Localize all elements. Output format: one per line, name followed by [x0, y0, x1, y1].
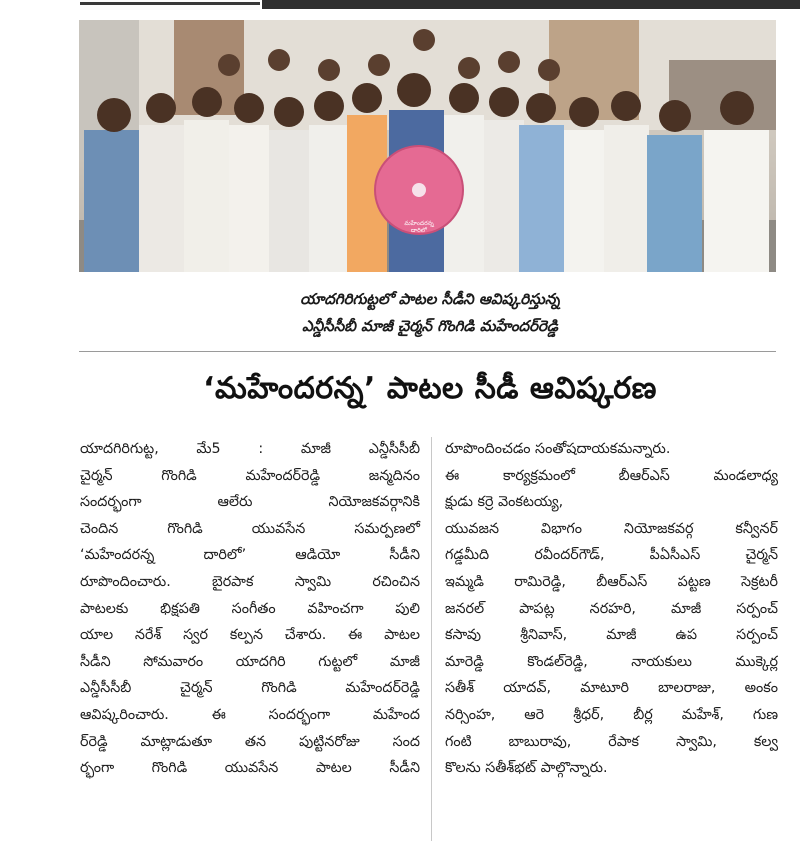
body-line: రూపొందించడం సంతోషదాయకమన్నారు.: [445, 441, 671, 457]
group-photo-illustration: [79, 20, 776, 272]
body-line: చైర్మన్ గొంగిడి మహేందర్‌రెడ్డి జన్మదినం: [80, 467, 420, 484]
body-line: నర్సింహ, ఆరె శ్రీధర్, బీర్ల మహేశ్, గుణ: [445, 706, 778, 723]
body-line: ‘మహేందరన్న దారిలో’ ఆడియో సీడీని: [80, 547, 420, 564]
body-line: గడ్డమీది రవీందర్‌గౌడ్, పీఏసీఎస్ చైర్మన్: [445, 547, 778, 564]
body-line: జనరల్ పాపట్ల నరహరి, మాజీ సర్పంచ్: [445, 600, 778, 617]
body-line: ఎన్డీసీసీబీ చైర్మన్ గొంగిడి మహేందర్‌రెడ్డి: [80, 680, 420, 697]
body-line: యాదగిరిగుట్ట, మే5 : మాజీ ఎన్డీసీసీబీ: [80, 441, 420, 457]
cd-title-2: దారిలో: [411, 227, 427, 234]
photo-caption: [150, 286, 710, 340]
top-rule-thin: [80, 2, 260, 5]
news-photo: [79, 20, 776, 272]
article-headline: ‘మహేందరన్న’ పాటల సీడీ ఆవిష్కరణ: [203, 371, 657, 406]
body-line: రూపొందించారు. బైరపాక స్వామి రచించిన: [80, 573, 420, 590]
article-body-left: [80, 436, 420, 782]
body-line: క్షుడు కర్రె వెంకటయ్య,: [445, 494, 564, 511]
top-rule-thick: [262, 0, 800, 9]
body-line: కసావు శ్రీనివాస్, మాజీ ఉప సర్పంచ్: [445, 627, 778, 644]
body-line: పాటలకు భిక్షపతి సంగీతం వహించగా పులి: [80, 600, 420, 617]
body-line: ర్భంగా గొంగిడి యువసేన పాటల సీడీని: [80, 760, 420, 777]
caption-divider: [79, 351, 776, 352]
body-line: యాల నరేశ్ స్వర కల్పన చేశారు. ఈ పాటల: [80, 627, 420, 644]
article-body-right: [445, 436, 778, 782]
body-line: ఇమ్మడి రామిరెడ్డి, బీఆర్‌ఎస్ పట్టణ సెక్రటరీ: [445, 573, 778, 590]
body-line: ర్‌రెడ్డి మాట్లాడుతూ తన పుట్టినరోజు సంద: [80, 733, 420, 750]
body-line: మారెడ్డి కొండల్‌రెడ్డి, నాయకులు ముక్కెర్ల: [445, 653, 778, 670]
caption-line-2: ఎన్డీసీసీబీ మాజీ చైర్మన్ గొంగిడి మహేందర్‌రెడ్డి: [301, 317, 559, 335]
caption-line-1: యాదగిరిగుట్టలో పాటల సీడీని ఆవిష్కరిస్తున్న: [300, 290, 560, 308]
body-line: సతీశ్ యాదవ్, మాటూరి బాలరాజు, అంకం: [445, 680, 778, 697]
body-line: కొలను సతీశ్‌భట్ పాల్గొన్నారు.: [445, 760, 608, 777]
body-line: చెందిన గొంగిడి యువసేన సమర్పణలో: [80, 520, 420, 537]
cd-disc: [374, 145, 464, 235]
cd-title-1: మహేందరన్న: [404, 220, 434, 227]
body-line: సీడీని సోమవారం యాదగిరి గుట్టలో మాజీ: [80, 653, 420, 670]
body-line: గంటి బాబురావు, రేపాక స్వామి, కల్వ: [445, 733, 778, 750]
body-line: ఆవిష్కరించారు. ఈ సందర్భంగా మహేంద: [80, 706, 420, 723]
body-line: యువజన విభాగం నియోజకవర్గ కన్వీనర్: [445, 520, 778, 537]
column-divider: [431, 437, 432, 841]
body-line: ఈ కార్యక్రమంలో బీఆర్‌ఎస్ మండలాధ్య: [445, 467, 778, 484]
body-line: సందర్భంగా ఆలేరు నియోజకవర్గానికి: [80, 494, 420, 511]
